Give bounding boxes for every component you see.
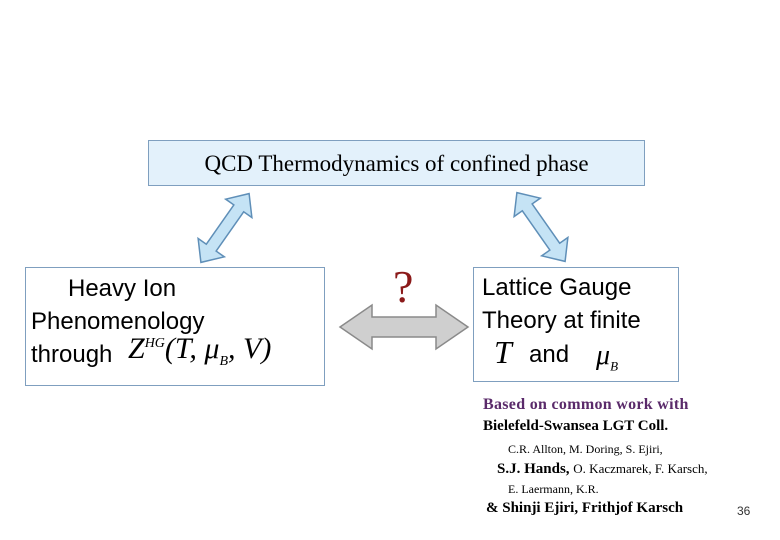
formula-sub: B [219,354,228,369]
credits-line1: Based on common work with [483,396,689,413]
left-box-line2: Phenomenology [31,308,205,335]
right-box-line2: Theory at finite [482,307,641,334]
mu-symbol: μ [596,340,611,371]
left-double-arrow [188,184,262,271]
right-box-line1: Lattice Gauge [482,274,632,301]
left-box-formula [128,332,271,370]
credits-line2: Bielefeld-Swansea LGT Coll. [483,418,669,434]
formula-args: (T, μ [164,332,220,365]
formula-tail: , V) [228,332,272,365]
left-box-line1: Heavy Ion [68,275,177,302]
right-box-mu [596,340,618,375]
credits-line4-rest: O. Kaczmarek, F. Karsch, [573,461,708,476]
credits-line4-bold: S.J. Hands, [497,461,570,477]
left-box-line3: through [31,341,113,368]
right-box-and: and [529,341,570,368]
formula-z: Z [128,332,145,365]
credits-line3: C.R. Allton, M. Doring, S. Ejiri, [508,442,663,456]
page-number: 36 [737,504,751,518]
right-double-arrow [504,183,578,270]
credits-line6: & Shinji Ejiri, Frithjof Karsch [486,500,684,516]
right-concept-box [473,267,679,382]
top-concept-box [148,140,645,186]
credits-line5: E. Laermann, K.R. [508,482,599,496]
mu-subscript: B [610,358,619,374]
question-mark: ? [393,261,414,312]
top-box-title: QCD Thermodynamics of confined phase [204,151,589,176]
right-box-symbol-t: T [494,334,512,370]
credits-line4 [497,461,708,478]
formula-sup: HG [144,336,165,351]
left-concept-box [25,267,325,386]
